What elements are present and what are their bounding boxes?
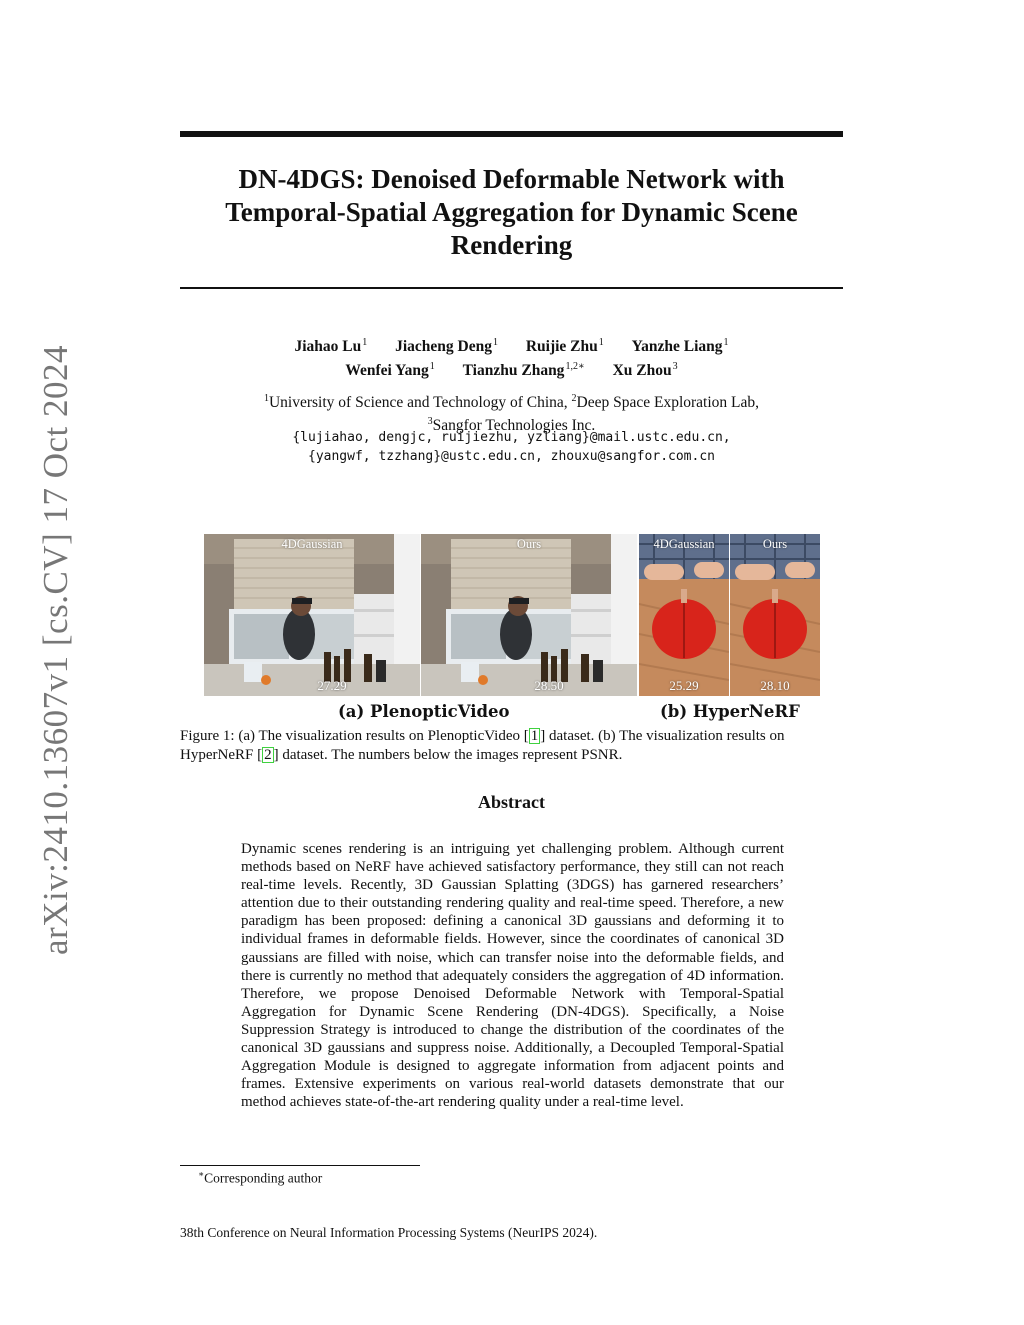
- figure-panel-plenoptic-4dgaussian: [204, 534, 420, 696]
- figure-panel-hypernerf-4dgaussian: [639, 534, 729, 696]
- kitchen-scene-image: [204, 534, 420, 696]
- title-top-rule: [180, 131, 843, 137]
- author-row-2: [180, 357, 843, 381]
- author: Tianzhu Zhang$^{1,2∗}$: [462, 361, 585, 380]
- author: Jiahao Lu$^1$: [294, 337, 368, 356]
- citation-link[interactable]: 2: [264, 746, 272, 763]
- footnote: ∗Corresponding author: [198, 1169, 323, 1186]
- citation-link[interactable]: 1: [530, 728, 539, 744]
- psnr-value: 28.50: [534, 678, 564, 693]
- title-line-2: Temporal-Spatial Aggregation for Dynamic Scene: [225, 197, 798, 227]
- abstract-body: Dynamic scenes rendering is an intriguing yet challenging problem. Although current methods based on NeRF have achieved satisfactory performance, they still can not reach real-time levels. Recently, 3D Gaussian Splatting (3DGS) has garnered researchers’ attention due to their outstanding rendering quality and real-time speed. Therefore, a new paradigm has been proposed: defining a canonical 3D gaussians and deforming it to individual frames in deformable fields. However, since the coordinates of canonical 3D gaussians are filled with noise, which can transfer noise into the deformable fields, and there is currently no method that adequately considers the aggregation of 4D information. Therefore, we propose Denoised Deformable Network with Temporal-Spatial Aggregation for Dynamic Scene Rendering (DN-4DGS). Specifically, a Noise Suppression Strategy is introduced to change the distribution of the coordinates of the canonical 3D gaussians and suppress noise. Additionally, a Decoupled Temporal-Spatial Aggregation Module is designed to aggregate information from adjacent points and frames. Extensive experiments on various real-world datasets demonstrate that our method achieves state-of-the-art rendering quality under a real-time level.: [241, 841, 784, 1111]
- psnr-value: 27.29: [317, 678, 347, 693]
- footnote-rule: [180, 1165, 420, 1166]
- email-line-2[interactable]: {yangwf, tzzhang}@ustc.edu.cn, zhouxu@sangfor.com.cn: [308, 449, 715, 464]
- title-line-3: Rendering: [450, 230, 573, 260]
- psnr-value: 28.10: [760, 678, 790, 693]
- figure-panel-plenoptic-ours: [421, 534, 637, 696]
- tomato-scene-image: [730, 534, 820, 696]
- title-bottom-rule: [180, 287, 843, 289]
- email-line-1[interactable]: {lujiahao, dengjc, ruijiezhu, yzliang}@mail.ustc.edu.cn,: [292, 430, 731, 445]
- author-row-1: [180, 333, 843, 357]
- figure-panel-hypernerf-ours: [730, 534, 820, 696]
- author: Ruijie Zhu$^1$: [525, 337, 604, 356]
- arxiv-stamp: arXiv:2410.13607v1 [cs.CV] 17 Oct 2024: [36, 344, 75, 956]
- subcaption-a: (a) PlenopticVideo: [338, 702, 510, 721]
- affiliation-line-2: $^3$Sangfor Technologies Inc.: [427, 416, 596, 435]
- author: Xu Zhou$^3$: [612, 361, 678, 380]
- panel-label: Ours: [762, 537, 788, 551]
- panel-label: 4DGaussian: [281, 537, 343, 551]
- author: Yanzhe Liang$^1$: [631, 337, 729, 356]
- affiliation-line-1: $^1$University of Science and Technology of China, $^2$Deep Space Exploration Lab,: [263, 393, 760, 412]
- title-line-1: DN-4DGS: Denoised Deformable Network with: [238, 164, 785, 194]
- tomato-scene-image: [639, 534, 729, 696]
- paper-title: [180, 163, 843, 262]
- conference-note: 38th Conference on Neural Information Processing Systems (NeurIPS 2024).: [180, 1225, 598, 1240]
- kitchen-scene-image: [421, 534, 637, 696]
- abstract-heading: Abstract: [478, 792, 545, 812]
- panel-label: 4DGaussian: [653, 537, 715, 551]
- author-list: [180, 333, 843, 381]
- panel-label: Ours: [516, 537, 542, 551]
- author: Jiacheng Deng$^1$: [395, 337, 498, 356]
- author-emails: [180, 428, 843, 466]
- figure-1: [204, 534, 820, 696]
- subcaption-b: (b) HyperNeRF: [660, 702, 800, 721]
- figure-caption: Figure 1: (a) The visualization results on PlenopticVideo [ 1 ] dataset. (b) The visualization results on HyperNeRF [ 2 ] dataset. The numbers below the images represent PSNR.: [180, 728, 785, 763]
- psnr-value: 25.29: [669, 678, 699, 693]
- author: Wenfei Yang$^1$: [345, 361, 435, 380]
